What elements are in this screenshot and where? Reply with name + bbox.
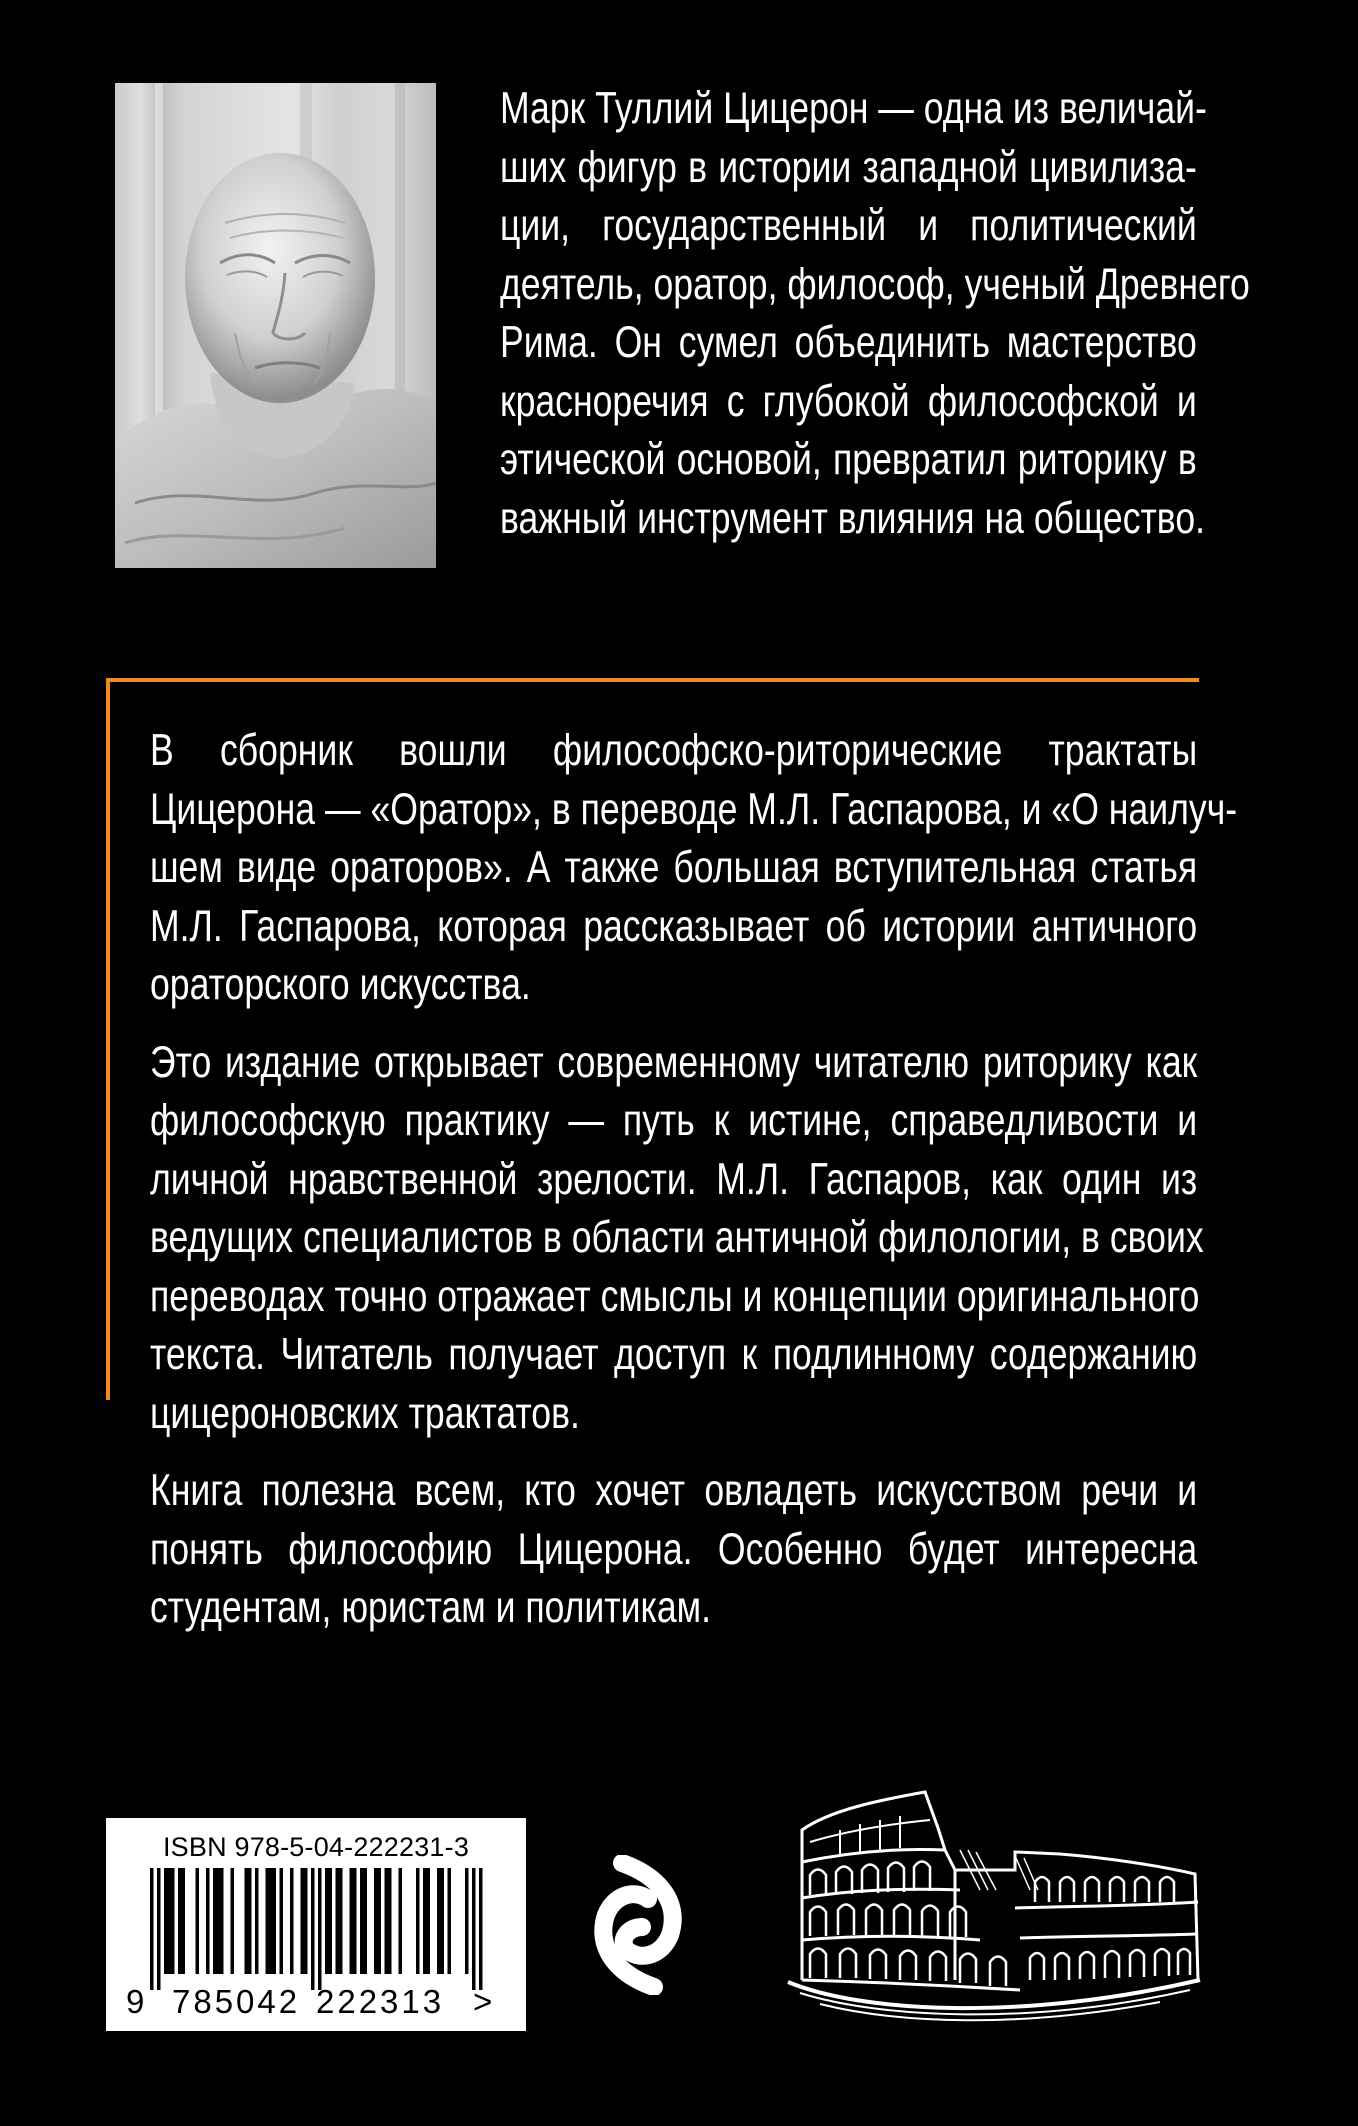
text-line: В сборник вошли философско-риторические трактаты <box>150 726 1198 775</box>
isbn-barcode <box>106 1818 526 2031</box>
text-line: переводах точно отражает смыслы и концепции оригинального <box>150 1271 1200 1321</box>
text-line: студентам, юристам и политикам. <box>150 1583 712 1632</box>
description-paragraph <box>150 1034 1204 1444</box>
text-line: М.Л. Гаспарова, которая рассказывает об истории античного <box>150 901 1198 951</box>
description-paragraph <box>150 1462 1197 1638</box>
bust-illustration <box>115 83 436 568</box>
text-line: ших фигур в истории западной цивилиза- <box>500 142 1197 192</box>
text-line: Марк Туллий Цицерон — одна из величай- <box>500 84 1207 133</box>
eksmo-logo-icon <box>592 1855 684 1995</box>
text-line: шем виде ораторов». А также большая вступительная статья <box>150 843 1198 892</box>
text-line: философскую практику — путь к истине, справедливости и <box>150 1096 1198 1145</box>
barcode-quiet-marker: > <box>473 1983 493 2020</box>
barcode-digits-right: 222313 <box>316 1983 445 2020</box>
accent-frame-left <box>106 678 110 1400</box>
accent-frame-top <box>106 678 1199 682</box>
text-line: ведущих специалистов в области античной филологии, в своих <box>150 1213 1204 1262</box>
text-line: личной нравственной зрелости. М.Л. Гаспаров, как один из <box>150 1154 1198 1204</box>
text-line: важный инструмент влияния на общество. <box>500 493 1206 543</box>
text-line: Это издание открывает современному читателю риторику как <box>150 1037 1198 1087</box>
text-line: этической основой, превратил риторику в <box>500 435 1197 484</box>
text-line: текста. Читатель получает доступ к подлинному содержанию <box>150 1330 1198 1379</box>
text-line: красноречия с глубокой философской и <box>500 376 1197 426</box>
author-intro <box>500 80 1250 548</box>
colosseum-icon <box>780 1790 1210 2035</box>
text-line: ораторского искусства. <box>150 960 531 1009</box>
text-line: Книга полезна всем, кто хочет овладеть искусством речи и <box>150 1466 1198 1515</box>
text-line: деятель, оратор, философ, ученый Древнего <box>500 259 1250 309</box>
text-line: цицероновских трактатов. <box>150 1388 580 1438</box>
portrait-photo <box>115 83 436 568</box>
text-line: ции, государственный и политический <box>500 201 1197 250</box>
barcode-digit-first: 9 <box>126 1983 145 2020</box>
paragraph-gap <box>150 1443 1197 1462</box>
barcode-digits-left: 785042 <box>172 1983 301 2020</box>
isbn-label: ISBN 978-5-04-222231-3 <box>162 1832 470 1862</box>
text-line: Рима. Он сумел объединить мастерство <box>500 318 1197 367</box>
description-paragraph <box>150 722 1238 1015</box>
text-line: Цицерона — «Оратор», в переводе М.Л. Гаспарова, и «О наилуч- <box>150 784 1238 834</box>
book-description <box>150 722 1238 1638</box>
text-line: понять философию Цицерона. Особенно будет интересна <box>150 1524 1198 1574</box>
paragraph-gap <box>150 1015 1197 1034</box>
